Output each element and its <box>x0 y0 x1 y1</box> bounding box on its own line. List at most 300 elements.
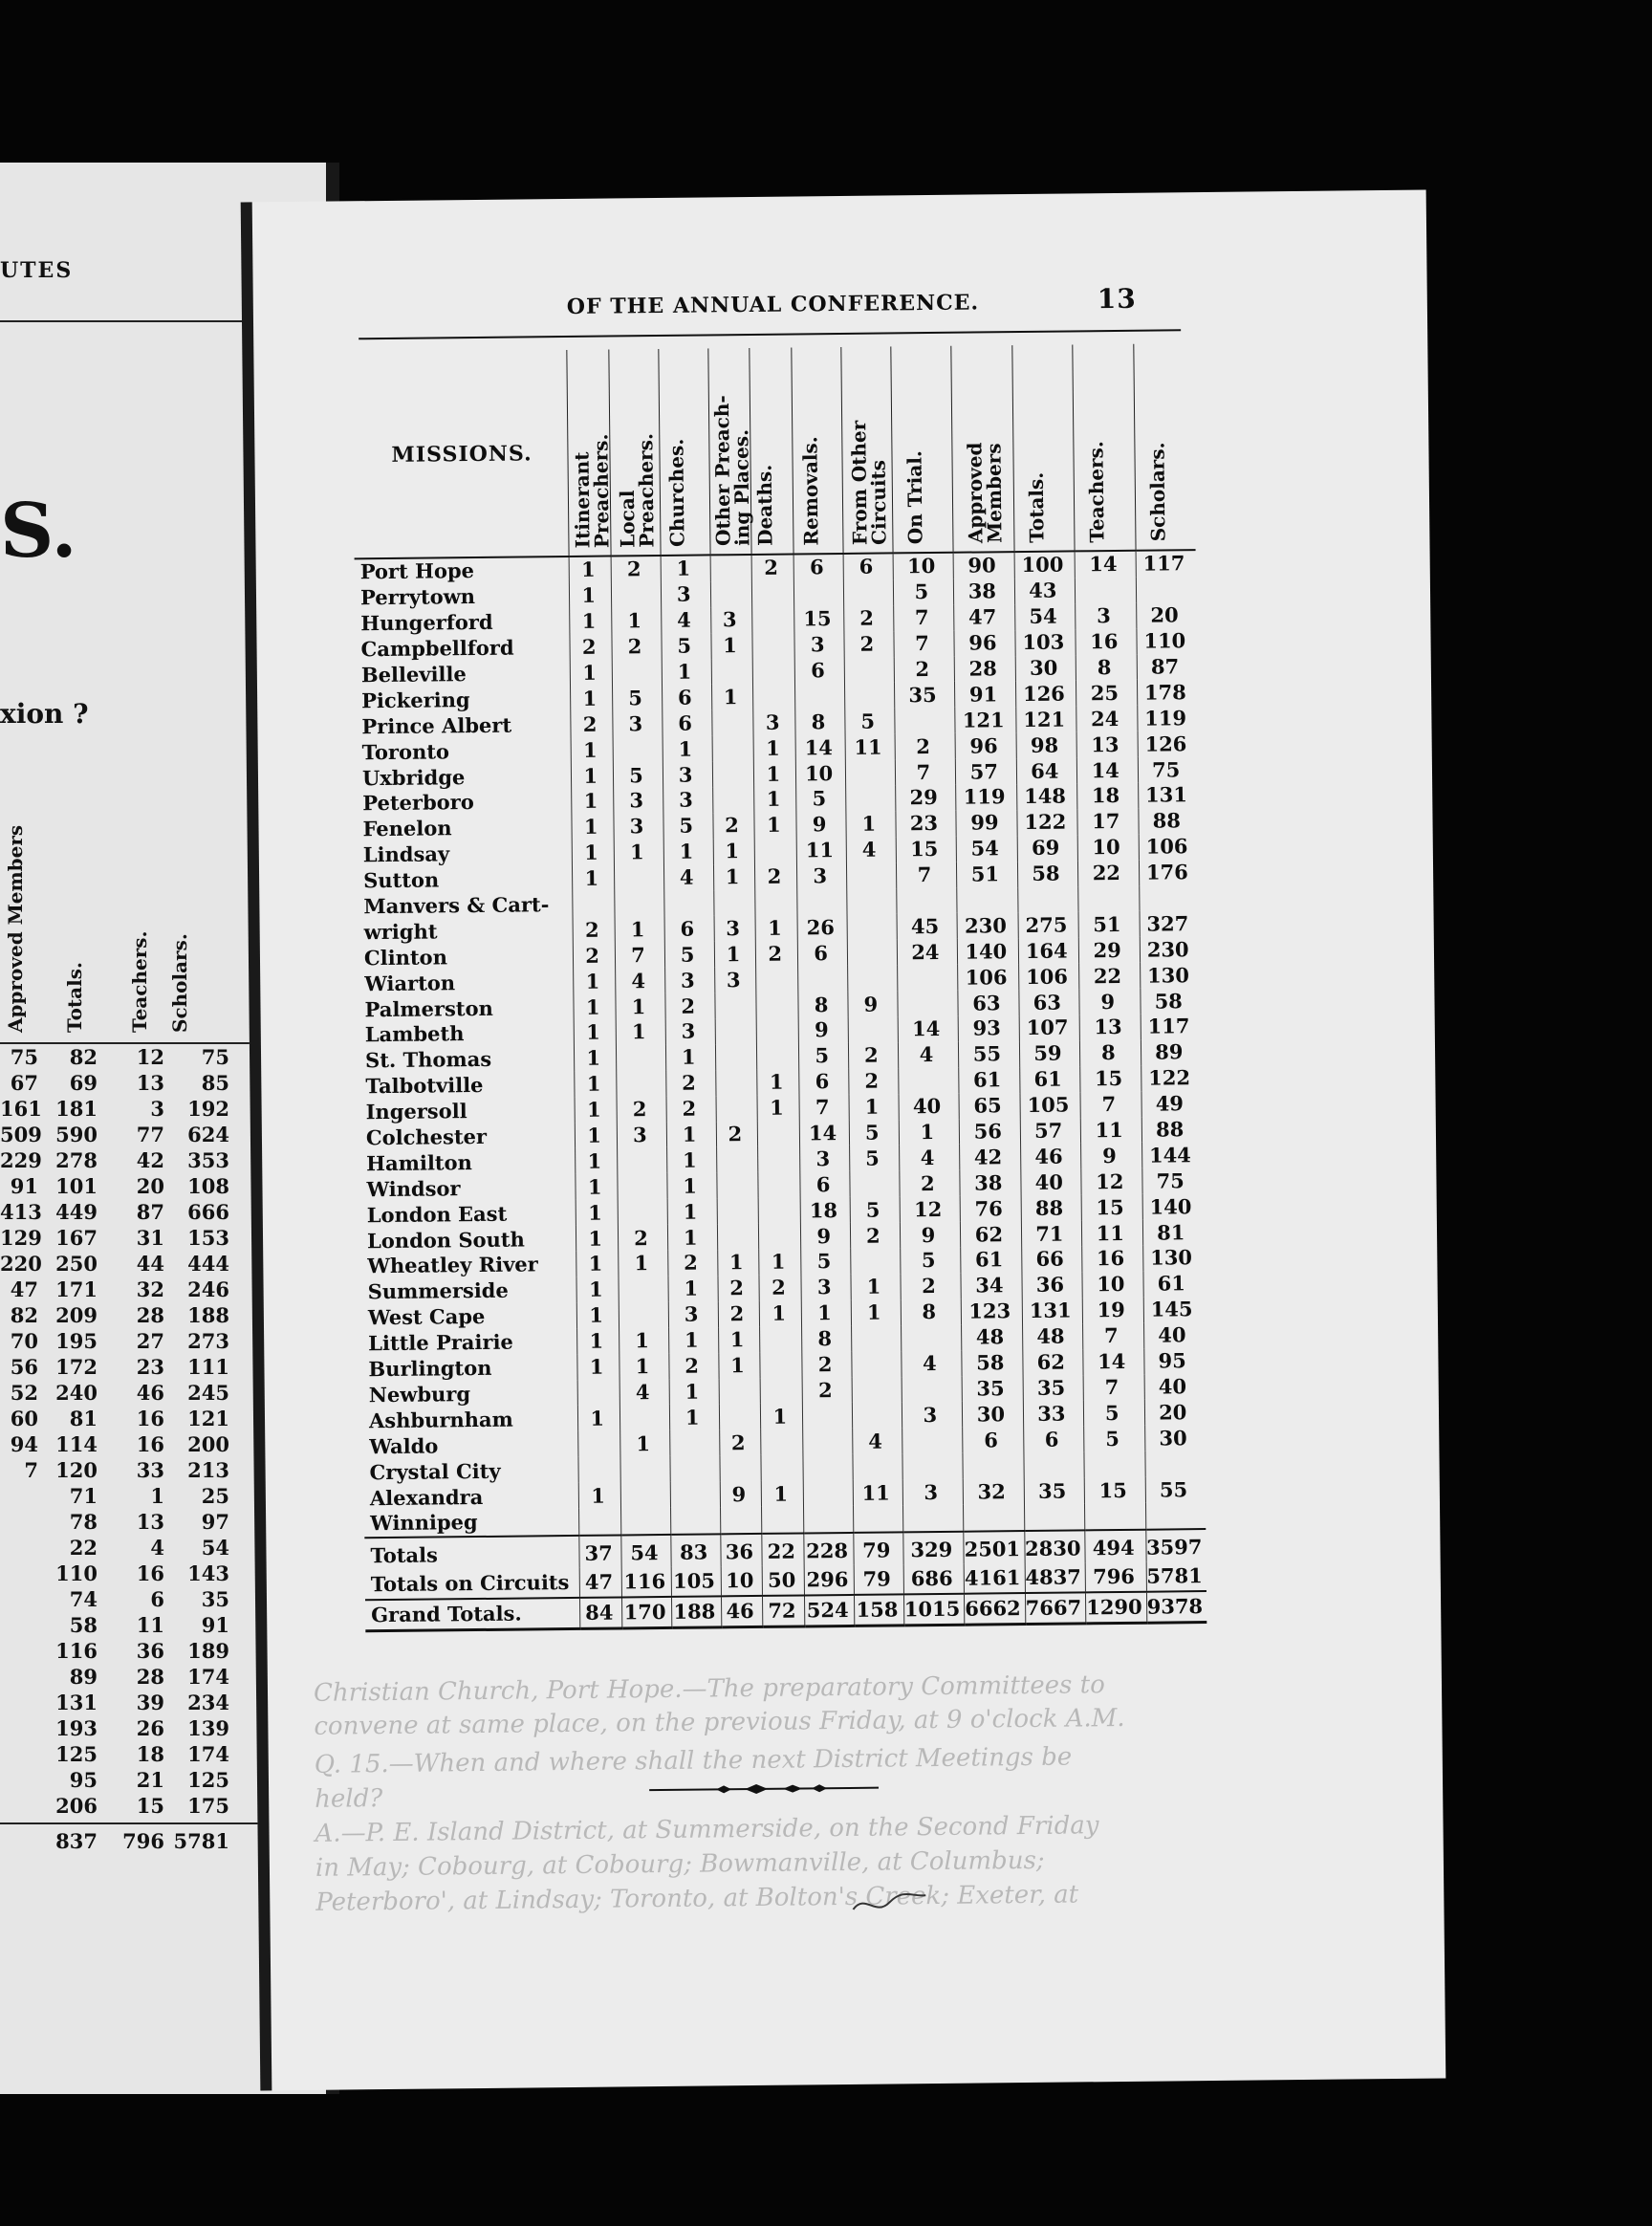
table-cell: 1 <box>666 1122 716 1147</box>
table-cell: 117 <box>1141 1014 1201 1040</box>
table-cell: 75 <box>1141 1168 1202 1194</box>
table-cell <box>716 1172 758 1198</box>
left-table-cell: 89 <box>69 1665 98 1689</box>
table-cell <box>901 1324 962 1351</box>
left-table-cell: 16 <box>136 1561 164 1585</box>
table-cell: 103 <box>1015 629 1076 656</box>
table-cell: 329 <box>902 1532 964 1565</box>
table-cell: 2830 <box>1024 1530 1085 1563</box>
table-cell <box>1078 885 1140 912</box>
table-cell <box>578 1431 620 1457</box>
table-cell <box>719 1404 761 1429</box>
table-cell: 19 <box>1082 1298 1143 1324</box>
bleed-line: Q. 15.—When and where shall the next District Meetings be <box>314 1742 1073 1779</box>
table-cell: 7 <box>896 862 957 888</box>
table-cell: 6 <box>799 1069 849 1095</box>
left-table-cell <box>0 1560 38 1586</box>
table-cell <box>755 889 797 915</box>
table-cell: 1 <box>570 582 612 608</box>
table-cell: 3 <box>613 710 663 736</box>
table-cell <box>761 1455 803 1481</box>
mission-name-text: Newburg <box>368 1382 471 1408</box>
table-cell <box>717 1224 759 1250</box>
table-cell: 45 <box>897 913 958 940</box>
left-table-cell: 220 <box>0 1252 42 1276</box>
table-cell <box>756 967 798 993</box>
table-cell: 5 <box>664 942 714 968</box>
table-cell <box>753 658 795 684</box>
table-cell: 1 <box>616 993 665 1019</box>
table-cell <box>795 683 845 709</box>
table-cell <box>803 1429 853 1454</box>
left-table-cell: 75 <box>10 1045 38 1069</box>
table-cell: 2 <box>850 1223 900 1249</box>
table-cell: 91 <box>955 682 1016 709</box>
table-cell: 72 <box>763 1595 805 1626</box>
table-cell <box>898 991 959 1017</box>
table-cell: 61 <box>961 1247 1022 1274</box>
left-table-cell: 31 <box>136 1226 164 1250</box>
table-cell <box>794 580 844 606</box>
mission-name <box>359 994 574 1022</box>
mission-name-text: Waldo <box>369 1433 439 1458</box>
mission-name <box>361 1226 576 1254</box>
column-header <box>841 346 893 554</box>
table-cell: 1 <box>576 1277 619 1302</box>
table-cell: 87 <box>1137 654 1197 681</box>
table-cell: 57 <box>1020 1118 1081 1145</box>
table-cell: 1 <box>757 1069 799 1095</box>
table-cell: 10 <box>1077 835 1139 862</box>
table-cell <box>1084 1451 1145 1478</box>
left-table-cell: 46 <box>136 1381 164 1405</box>
table-cell <box>670 1507 720 1534</box>
totals-label <box>365 1568 580 1600</box>
page-number: 13 <box>1097 282 1137 316</box>
left-table-cell: 78 <box>69 1510 98 1534</box>
table-cell: 2 <box>802 1352 852 1378</box>
table-cell: 81 <box>1142 1219 1203 1246</box>
table-cell: 95 <box>1143 1348 1204 1375</box>
left-table-cell: 195 <box>55 1329 98 1353</box>
table-cell: 3 <box>614 814 663 840</box>
column-header <box>1011 344 1075 552</box>
table-cell: 84 <box>580 1597 622 1628</box>
table-cell: 6 <box>1023 1427 1084 1453</box>
left-table-cell: 28 <box>136 1665 164 1689</box>
table-cell: 1 <box>572 763 614 789</box>
table-cell: 148 <box>1016 783 1077 810</box>
table-cell: 28 <box>954 656 1015 683</box>
table-cell <box>1085 1503 1146 1531</box>
table-cell <box>710 581 752 607</box>
column-header <box>707 348 754 555</box>
left-table-cell: 121 <box>187 1407 229 1430</box>
table-cell <box>846 862 896 888</box>
table-cell: 48 <box>962 1324 1023 1351</box>
table-cell: 796 <box>1085 1562 1146 1593</box>
column-header-label: Churches. <box>664 438 689 547</box>
left-table-cell: 131 <box>55 1691 98 1714</box>
left-table-cell: 153 <box>187 1226 229 1250</box>
table-cell: 2 <box>759 1275 801 1300</box>
left-table-cell: 213 <box>187 1458 229 1482</box>
left-table-cell: 273 <box>187 1329 229 1353</box>
table-cell: 144 <box>1141 1143 1202 1169</box>
table-cell: 61 <box>1019 1066 1080 1093</box>
table-cell: 13 <box>1076 731 1138 758</box>
table-cell: 1 <box>714 941 756 967</box>
mission-name-text: Lindsay <box>362 841 450 867</box>
table-cell: 121 <box>955 707 1016 733</box>
table-cell: 2 <box>573 917 615 943</box>
mission-name <box>362 1329 577 1357</box>
left-table-cell: 139 <box>187 1716 229 1740</box>
table-cell <box>670 1456 720 1482</box>
table-cell: 1 <box>572 814 614 840</box>
bleed-line: in May; Cobourg, at Cobourg; Bowmanville, at Columbus; <box>315 1845 1045 1883</box>
left-table-cell <box>0 1741 38 1767</box>
table-cell: 96 <box>954 630 1015 657</box>
table-cell: 1 <box>576 1174 618 1200</box>
column-header-label: Totals. <box>1024 471 1049 543</box>
left-table-cell: 444 <box>187 1252 229 1276</box>
table-cell: 1 <box>718 1327 760 1353</box>
table-cell: 1 <box>669 1405 719 1430</box>
table-cell: 11 <box>1080 1117 1141 1144</box>
left-table-cell: 15 <box>136 1794 164 1818</box>
table-cell: 37 <box>579 1535 621 1567</box>
table-cell: 2 <box>665 993 715 1019</box>
table-cell <box>847 888 897 914</box>
mission-name <box>360 1098 576 1125</box>
table-cell <box>669 1430 719 1456</box>
table-cell: 6 <box>793 554 843 580</box>
table-cell: 7 <box>1080 1091 1141 1118</box>
table-cell: 46 <box>721 1596 763 1627</box>
table-cell <box>957 887 1018 914</box>
table-cell <box>1017 886 1078 913</box>
mission-name-text: London East <box>366 1201 508 1227</box>
table-cell: 5 <box>613 762 663 788</box>
table-cell: 46 <box>1020 1144 1081 1170</box>
table-cell: 38 <box>960 1169 1021 1196</box>
table-cell: 1 <box>620 1354 669 1380</box>
column-header-label: Deaths. <box>752 464 777 546</box>
left-table-cell: 111 <box>187 1355 229 1379</box>
mission-name <box>361 1277 576 1305</box>
missions-column-header: MISSIONS. <box>352 350 569 558</box>
bleed-line: Christian Church, Port Hope.—The preparatory Committees to <box>313 1670 1105 1708</box>
table-cell: 5 <box>799 1043 849 1069</box>
table-cell <box>761 1429 803 1455</box>
table-cell: 61 <box>959 1067 1020 1094</box>
table-cell: 3597 <box>1145 1529 1206 1562</box>
table-cell: 3 <box>1076 603 1137 630</box>
table-cell: 1 <box>851 1274 901 1299</box>
left-table-cell: 167 <box>55 1226 98 1250</box>
table-cell: 29 <box>1078 937 1140 964</box>
left-table-cell: 181 <box>55 1097 98 1121</box>
left-table-cell: 23 <box>136 1355 164 1379</box>
column-header <box>609 349 661 556</box>
left-table-cell: 27 <box>136 1329 164 1353</box>
mission-name-text: Wiarton <box>364 970 456 995</box>
table-cell: 47 <box>579 1567 621 1597</box>
mission-name-text: Burlington <box>368 1355 492 1382</box>
left-table-cell: 175 <box>187 1794 229 1818</box>
table-cell <box>617 1045 666 1071</box>
table-cell: 4 <box>616 968 665 993</box>
left-table-cell: 44 <box>136 1252 164 1276</box>
table-cell: 170 <box>622 1597 672 1628</box>
table-cell: 65 <box>959 1093 1020 1120</box>
table-cell <box>752 580 794 606</box>
mission-name <box>363 1431 578 1459</box>
mission-name-text: Palmerston <box>364 995 493 1021</box>
table-cell: 1 <box>576 1252 619 1277</box>
left-table-cell <box>0 1535 38 1560</box>
column-header-label: Other Preach- ing Places. <box>709 395 754 547</box>
table-cell <box>852 1377 902 1403</box>
table-cell <box>578 1457 620 1483</box>
table-cell: 88 <box>1021 1195 1082 1222</box>
mission-name <box>359 943 574 971</box>
table-cell: 7 <box>893 605 954 632</box>
table-cell: 6662 <box>965 1593 1026 1625</box>
table-cell: 106 <box>1139 834 1199 861</box>
left-table-cell: 200 <box>187 1432 229 1456</box>
table-cell <box>853 1454 902 1480</box>
table-cell: 63 <box>958 990 1019 1016</box>
table-cell: 14 <box>1076 757 1138 784</box>
table-cell <box>720 1507 762 1534</box>
table-cell: 126 <box>1138 731 1198 757</box>
table-cell: 6 <box>843 553 893 579</box>
table-cell: 15 <box>794 606 844 632</box>
table-cell: 76 <box>960 1195 1021 1222</box>
right-page <box>241 190 1446 2091</box>
table-cell: 15 <box>896 837 957 863</box>
left-table-cell: 193 <box>55 1716 98 1740</box>
left-table-cell: 22 <box>69 1536 98 1560</box>
left-table-cell: 590 <box>55 1123 98 1146</box>
table-cell: 1 <box>576 1123 618 1148</box>
mission-name-text: Prince Albert <box>361 712 512 739</box>
table-cell <box>1139 885 1199 912</box>
left-table-cell: 449 <box>55 1200 98 1224</box>
left-table-cell: 13 <box>136 1071 164 1095</box>
table-cell: 35 <box>962 1376 1023 1403</box>
table-cell <box>711 709 753 735</box>
table-cell <box>753 684 795 709</box>
table-cell <box>803 1454 853 1480</box>
mission-name <box>359 969 574 996</box>
table-cell <box>898 1068 959 1095</box>
table-cell: 6 <box>794 658 844 684</box>
mission-name-text: Uxbridge <box>361 764 466 790</box>
mission-name-text: Winnipeg <box>370 1510 478 1536</box>
table-cell: 90 <box>953 552 1014 579</box>
left-table-cell: 171 <box>55 1277 98 1301</box>
table-cell <box>902 1428 963 1454</box>
table-cell: 20 <box>1144 1399 1205 1426</box>
left-table-cell: 94 <box>10 1432 38 1456</box>
table-cell <box>760 1352 802 1378</box>
table-cell: 3 <box>800 1146 850 1171</box>
table-cell <box>1144 1451 1205 1477</box>
table-cell: 1 <box>570 608 612 634</box>
mission-name <box>356 661 571 688</box>
table-cell: 20 <box>1136 602 1196 629</box>
mission-name <box>355 556 570 585</box>
table-cell: 176 <box>1139 860 1199 886</box>
mission-name-text: St. Thomas <box>364 1047 492 1073</box>
table-cell: 2 <box>756 941 798 967</box>
left-table-cell: 234 <box>187 1691 229 1714</box>
table-cell: 4 <box>901 1350 962 1377</box>
table-cell: 8 <box>1079 1040 1141 1067</box>
left-table-cell <box>0 1664 38 1690</box>
table-cell <box>852 1351 902 1377</box>
left-table-cell: 28 <box>136 1303 164 1327</box>
table-cell: 1 <box>665 1044 715 1070</box>
left-table-cell: 85 <box>201 1071 229 1095</box>
table-cell: 9378 <box>1146 1591 1206 1623</box>
table-cell: 131 <box>1022 1298 1083 1324</box>
left-table-cell: 39 <box>136 1691 164 1714</box>
column-header <box>1133 343 1195 551</box>
table-cell <box>712 735 754 761</box>
left-col-scholars: Scholars. <box>168 933 191 1033</box>
table-cell: 14 <box>795 734 845 760</box>
table-cell: 5 <box>1084 1426 1145 1452</box>
table-cell: 130 <box>1142 1245 1203 1272</box>
table-cell: 9 <box>798 1017 848 1043</box>
table-cell: 1 <box>578 1483 620 1509</box>
table-cell: 126 <box>1015 681 1076 708</box>
table-cell: 5781 <box>1146 1561 1206 1592</box>
table-cell: 3 <box>663 762 712 788</box>
mission-name <box>362 1355 577 1383</box>
table-cell: 71 <box>1021 1221 1082 1248</box>
table-cell: 5 <box>900 1248 961 1275</box>
table-cell: 1 <box>578 1406 620 1431</box>
left-col-totals: Totals. <box>63 962 86 1033</box>
left-running-head: UTES <box>0 258 74 283</box>
table-cell: 1 <box>713 839 755 864</box>
mission-name <box>357 763 572 791</box>
table-cell <box>712 787 754 813</box>
table-cell: 1 <box>717 1250 759 1276</box>
table-cell: 59 <box>1019 1040 1080 1067</box>
table-cell <box>615 865 664 891</box>
totals-label <box>364 1536 579 1570</box>
table-cell <box>612 582 662 608</box>
table-cell: 2 <box>669 1353 719 1379</box>
table-cell: 2 <box>666 1070 716 1096</box>
table-cell: 3 <box>663 787 712 813</box>
table-cell <box>617 1071 666 1097</box>
table-cell: 16 <box>1082 1246 1143 1273</box>
mission-name <box>355 635 570 663</box>
table-cell: 2 <box>718 1301 760 1327</box>
table-cell: 2501 <box>964 1531 1025 1564</box>
table-cell <box>844 657 894 683</box>
table-cell: 131 <box>1138 782 1198 809</box>
table-cell: 3 <box>668 1301 718 1327</box>
left-table-cell: 82 <box>10 1303 38 1327</box>
table-cell: 22 <box>1077 860 1139 886</box>
table-cell <box>847 940 897 966</box>
table-cell: 3 <box>794 632 844 658</box>
table-cell: 57 <box>955 758 1016 785</box>
left-table-cell: 36 <box>136 1639 164 1663</box>
table-cell <box>756 993 798 1018</box>
table-cell <box>715 1070 757 1096</box>
table-cell <box>716 1096 758 1122</box>
mission-name-text: Campbellford <box>360 635 514 662</box>
left-table-cell: 188 <box>187 1303 229 1327</box>
column-header <box>792 347 843 555</box>
left-table-cell: 161 <box>0 1097 42 1121</box>
table-body <box>355 550 1207 1630</box>
table-cell: 35 <box>1023 1375 1084 1402</box>
table-cell: 3 <box>665 1018 715 1044</box>
table-cell: 1 <box>668 1276 718 1301</box>
table-cell: 1 <box>620 1328 669 1354</box>
table-cell: 1 <box>574 969 616 994</box>
column-header-label: Scholars. <box>1145 442 1170 542</box>
table-cell <box>845 760 895 786</box>
table-cell: 11 <box>845 734 895 760</box>
table-cell: 1 <box>575 1071 617 1097</box>
mission-name <box>355 609 570 637</box>
table-cell <box>755 838 797 863</box>
table-cell: 3 <box>710 607 752 633</box>
table-cell: 10 <box>1082 1272 1143 1298</box>
table-cell <box>719 1455 761 1481</box>
left-table-cell <box>0 1612 38 1638</box>
table-cell <box>757 1043 799 1069</box>
table-cell: 69 <box>1017 835 1078 862</box>
table-cell: 1290 <box>1086 1592 1147 1624</box>
mission-name <box>357 815 572 842</box>
table-cell: 32 <box>963 1478 1024 1505</box>
table-cell: 1 <box>754 812 796 838</box>
table-cell: 105 <box>1020 1092 1081 1119</box>
table-cell: 1 <box>576 1226 619 1252</box>
table-cell: 12 <box>1081 1168 1142 1195</box>
table-cell: 6 <box>662 685 711 710</box>
left-table-cell: 189 <box>187 1639 229 1663</box>
mission-name-text: Alexandra <box>369 1484 484 1510</box>
table-cell: 83 <box>671 1534 721 1567</box>
table-cell: 106 <box>1018 964 1079 991</box>
mission-name-text: Windsor <box>366 1176 461 1202</box>
table-cell <box>852 1403 902 1429</box>
table-cell: 1 <box>577 1328 620 1354</box>
table-cell: 6 <box>798 940 848 966</box>
table-cell: 2 <box>666 1096 716 1122</box>
table-cell: 1 <box>710 633 752 659</box>
left-table-cell: 125 <box>187 1768 229 1792</box>
table-cell: 6 <box>800 1171 850 1197</box>
table-cell <box>752 606 794 632</box>
table-cell: 1 <box>571 737 613 763</box>
mission-name-text: Manvers & Cart- <box>363 892 550 919</box>
table-cell: 99 <box>956 810 1017 837</box>
